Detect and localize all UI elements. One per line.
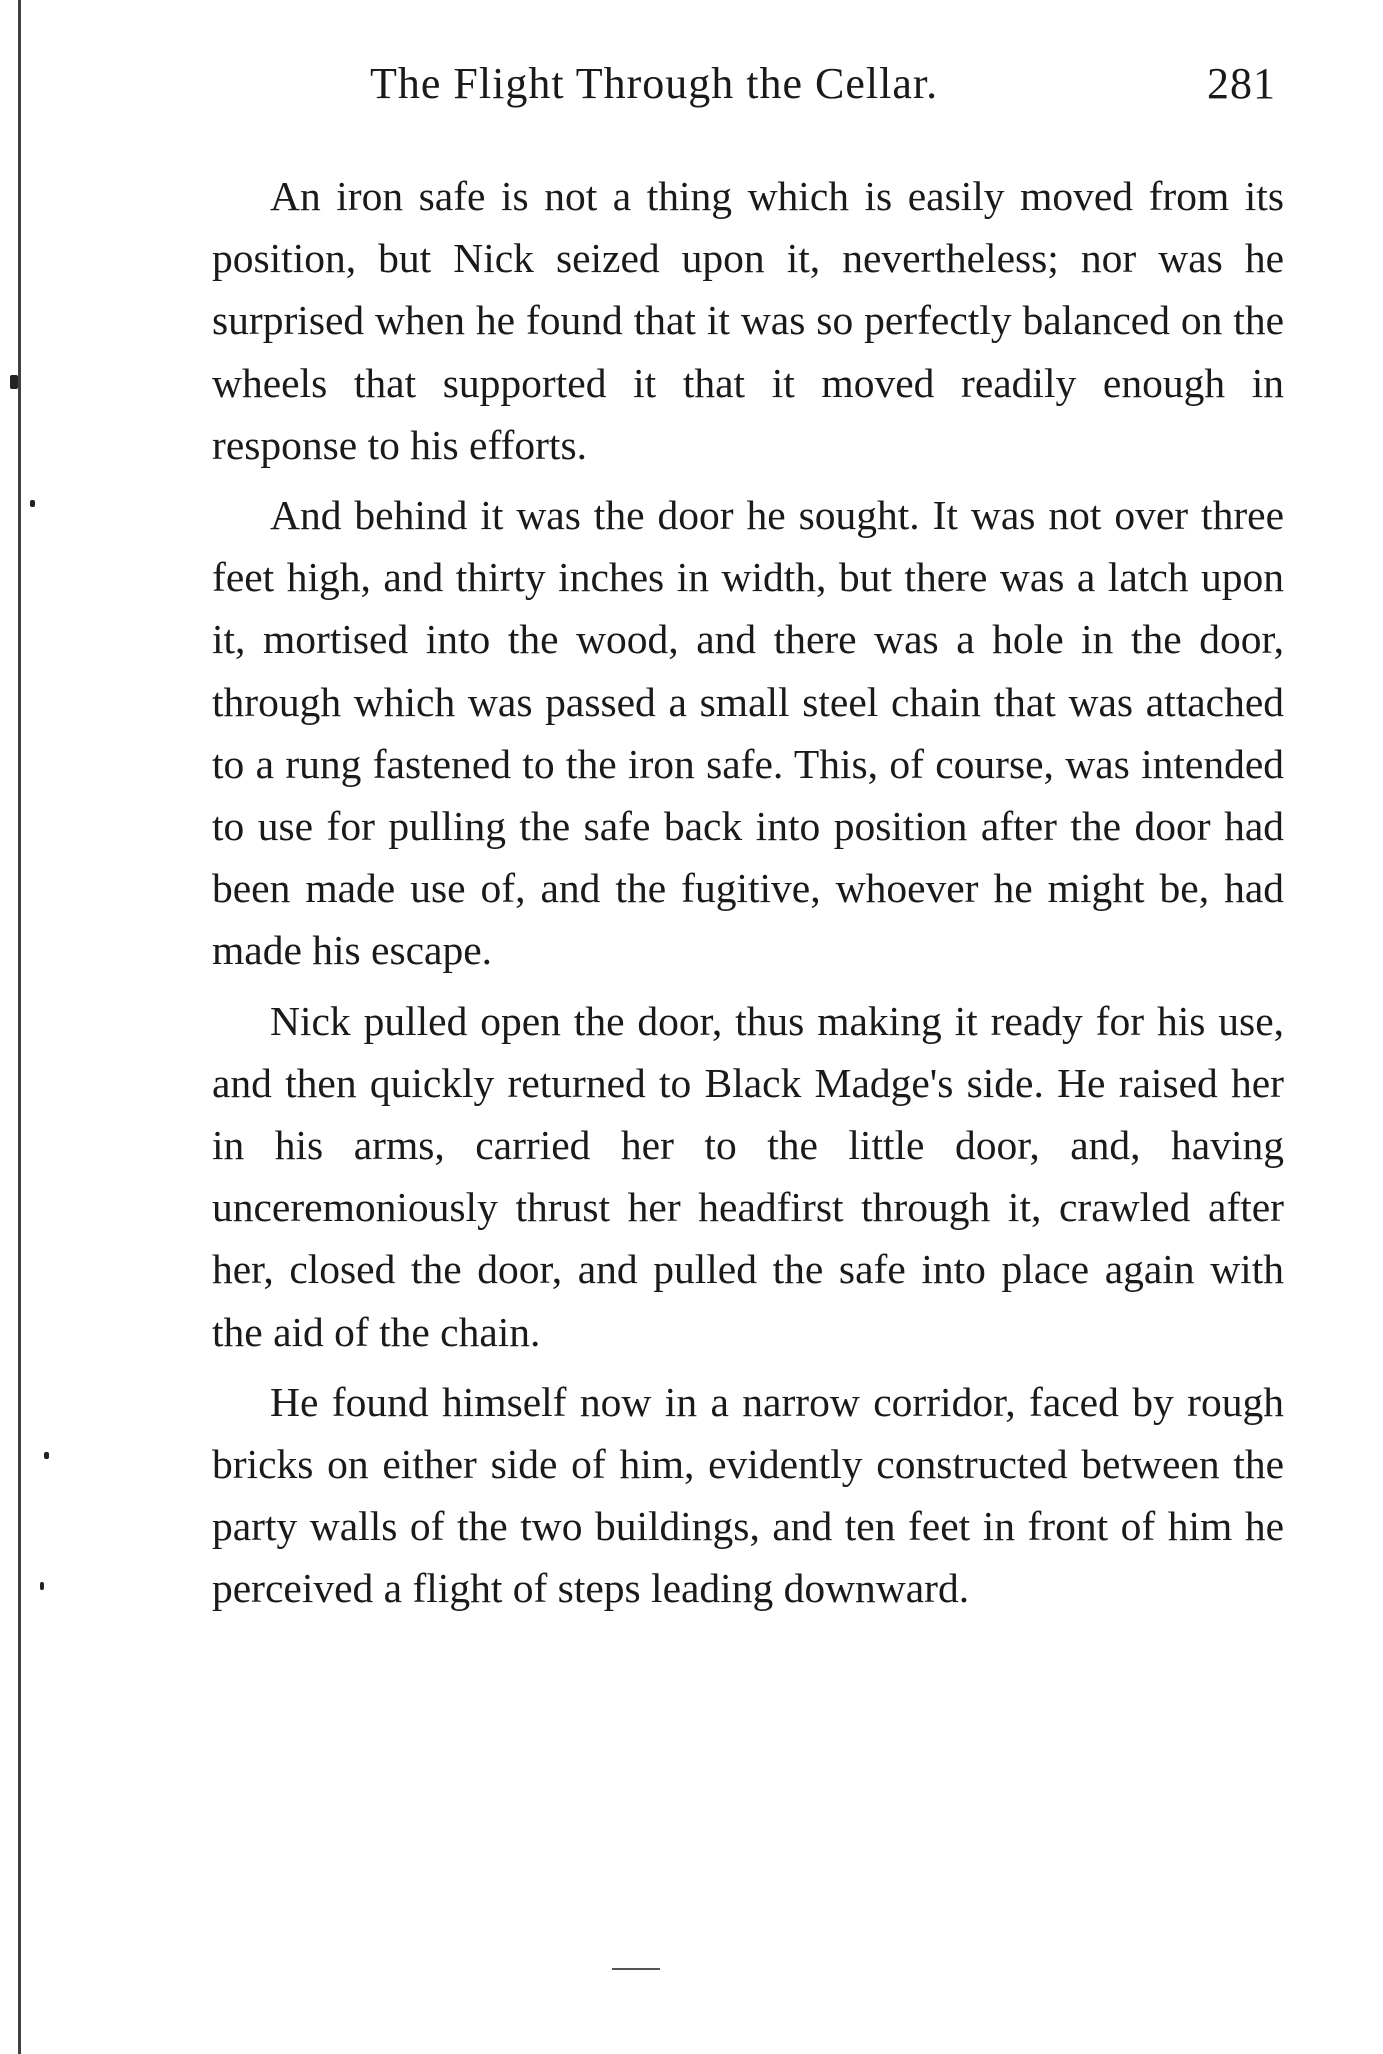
binding-edge — [0, 0, 48, 2054]
paragraph: An iron safe is not a thing which is easily moved from its position, but Nick seized upon it, nevertheless; nor was he surprised when he found that it was so perfectly balanced on the wheels that supported it that it moved readily enough in response to his efforts. — [212, 173, 1284, 468]
page-number: 281 — [1207, 59, 1276, 108]
page-header — [370, 58, 1290, 128]
scan-speck — [44, 1452, 49, 1459]
paragraph: Nick pulled open the door, thus making it ready for his use, and then quickly returned to Black Madge's side. He raised her in his arms, carried her to the little door, and, having unceremoniously thrust her headfirst through it, crawled after her, closed the door, and pulled the safe into place again with the aid of the chain. — [212, 997, 1284, 1355]
scan-speck — [30, 500, 35, 507]
scan-speck — [10, 375, 18, 389]
body-text — [212, 165, 1284, 1628]
running-title: The Flight Through the Cellar. — [370, 59, 939, 108]
catchword-rule — [612, 1968, 660, 1970]
paragraph: He found himself now in a narrow corridor, faced by rough bricks on either side of him, evidently constructed between the party walls of the two buildings, and ten feet in front of him he perceived a flight of steps leading downward. — [212, 1378, 1284, 1612]
paragraph: And behind it was the door he sought. It was not over three feet high, and thirty inches in width, but there was a latch upon it, mortised into the wood, and there was a hole in the door, through which was passed a small steel chain that was attached to a rung fastened to the iron safe. This, of course, was intended to use for pulling the safe back into position after the door had been made use of, and the fugitive, whoever he might be, had made his escape. — [212, 492, 1284, 974]
scan-speck — [40, 1582, 44, 1590]
